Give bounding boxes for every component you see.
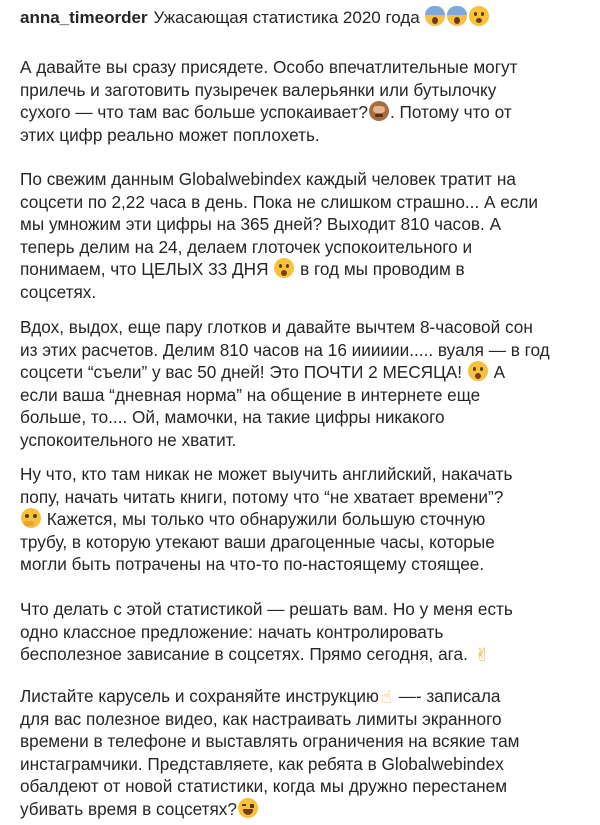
text-line: этих цифр реально может поплохеть. (20, 124, 320, 145)
screaming-face-icon (447, 6, 467, 26)
text-line: мы умножим эти цифры на 365 дней? Выходит 810 часов. А (20, 214, 502, 234)
text-line: если ваша “дневная норма” на общение в интернете еще (20, 384, 481, 405)
text-line (20, 643, 585, 666)
text-line (20, 101, 585, 124)
text-line (20, 258, 585, 281)
astonished-face-icon (274, 258, 294, 278)
text-segment: Листайте карусель и сохраняйте инструкцию (20, 686, 379, 706)
text-line: А давайте вы сразу присядете. Особо впечатлительные могут (20, 57, 518, 77)
text-line: Ну что, кто там никак не может выучить английский, накачать (20, 464, 513, 484)
text-segment: в год мы проводим в (300, 259, 465, 279)
text-line: больше, то.... Ой, мамочки, на такие цифры никакого (20, 407, 445, 427)
text-segment: бесполезное зависание в соцсетях. Прямо сегодня, ага. (20, 644, 468, 664)
text-line: теперь делим на 24, делаем глоточек успокоительного и (20, 236, 473, 257)
paragraph-1 (20, 56, 585, 146)
victory-hand-icon: ✌ (474, 645, 490, 665)
text-line: По свежим данным Globalwebindex каждый человек тратит на (20, 169, 516, 189)
text-line: из этих расчетов. Делим 810 часов на 16 ииииии..... вуаля — в год (20, 339, 550, 360)
paragraph-4 (20, 463, 585, 576)
text-segment: соцсети “съели” у вас 50 дней! Это ПОЧТИ 2 МЕСЯЦА! (20, 362, 463, 382)
text-line: Что делать с этой статистикой — решать вам. Но у меня есть (20, 599, 513, 619)
text-line: могли быть потрачены на что-то по-настоящему стоящее. (20, 554, 485, 574)
text-line (20, 798, 585, 821)
hushed-face-icon (469, 6, 489, 26)
paragraph-2 (20, 168, 585, 303)
text-line: обалдеют от новой статистики, когда мы дружно перестанем (20, 776, 508, 796)
text-line: успокоительного не хватит. (20, 429, 237, 450)
text-line: для вас полезное видео, как настраивать лимиты экранного (20, 708, 502, 729)
text-segment: убивать время в соцсетях? (20, 798, 237, 819)
text-line: Вдох, выдох, еще пару глотков и давайте вычтем 8-часовой сон (20, 317, 533, 337)
caption-title: Ужасающая статистика 2020 года (153, 8, 420, 27)
thinking-face-icon (21, 508, 41, 528)
text-segment: —- записала (398, 686, 501, 706)
paragraph-3 (20, 316, 585, 451)
laughing-face-icon (238, 798, 258, 818)
text-line: соцсети по 2,22 часа в день. Пока не слишком страшно... А если (20, 191, 539, 212)
username-link[interactable]: anna_timeorder (20, 8, 148, 27)
text-line: соцсетях. (20, 281, 97, 302)
text-line (20, 361, 585, 384)
text-segment: понимаем, что ЦЕЛЫХ 33 ДНЯ (20, 259, 269, 279)
astonished-face-icon (468, 361, 488, 381)
pointing-up-hand-icon: ☝ (380, 687, 392, 707)
text-segment: . Потому что от (389, 102, 512, 122)
caption-header (20, 6, 590, 29)
text-line: времени в телефоне и выставлять ограничения на всякие там (20, 731, 520, 751)
text-line: инстаграмчики. Представляете, как ребята в Globalwebindex (20, 753, 504, 774)
text-segment: Кажется, мы только что обнаружили большую сточную (46, 509, 486, 529)
text-segment: сухого — что там вас больше успокаивает? (20, 102, 368, 122)
fearful-face-icon (425, 6, 445, 26)
text-line: попу, начать читать книги, потому что “не хватает времени”? (20, 486, 504, 507)
paragraph-5 (20, 598, 585, 666)
text-line: трубу, в которую утекают ваши драгоценные часы, которые (20, 531, 495, 552)
text-line: прилечь и заготовить пузыречек валерьянки или бутылочку (20, 79, 497, 100)
paragraph-6 (20, 685, 585, 820)
see-no-evil-monkey-icon (369, 101, 389, 121)
text-line: одно классное предложение: начать контролировать (20, 621, 444, 642)
text-segment: А (493, 362, 506, 382)
text-line (20, 508, 585, 531)
text-line (20, 685, 585, 708)
